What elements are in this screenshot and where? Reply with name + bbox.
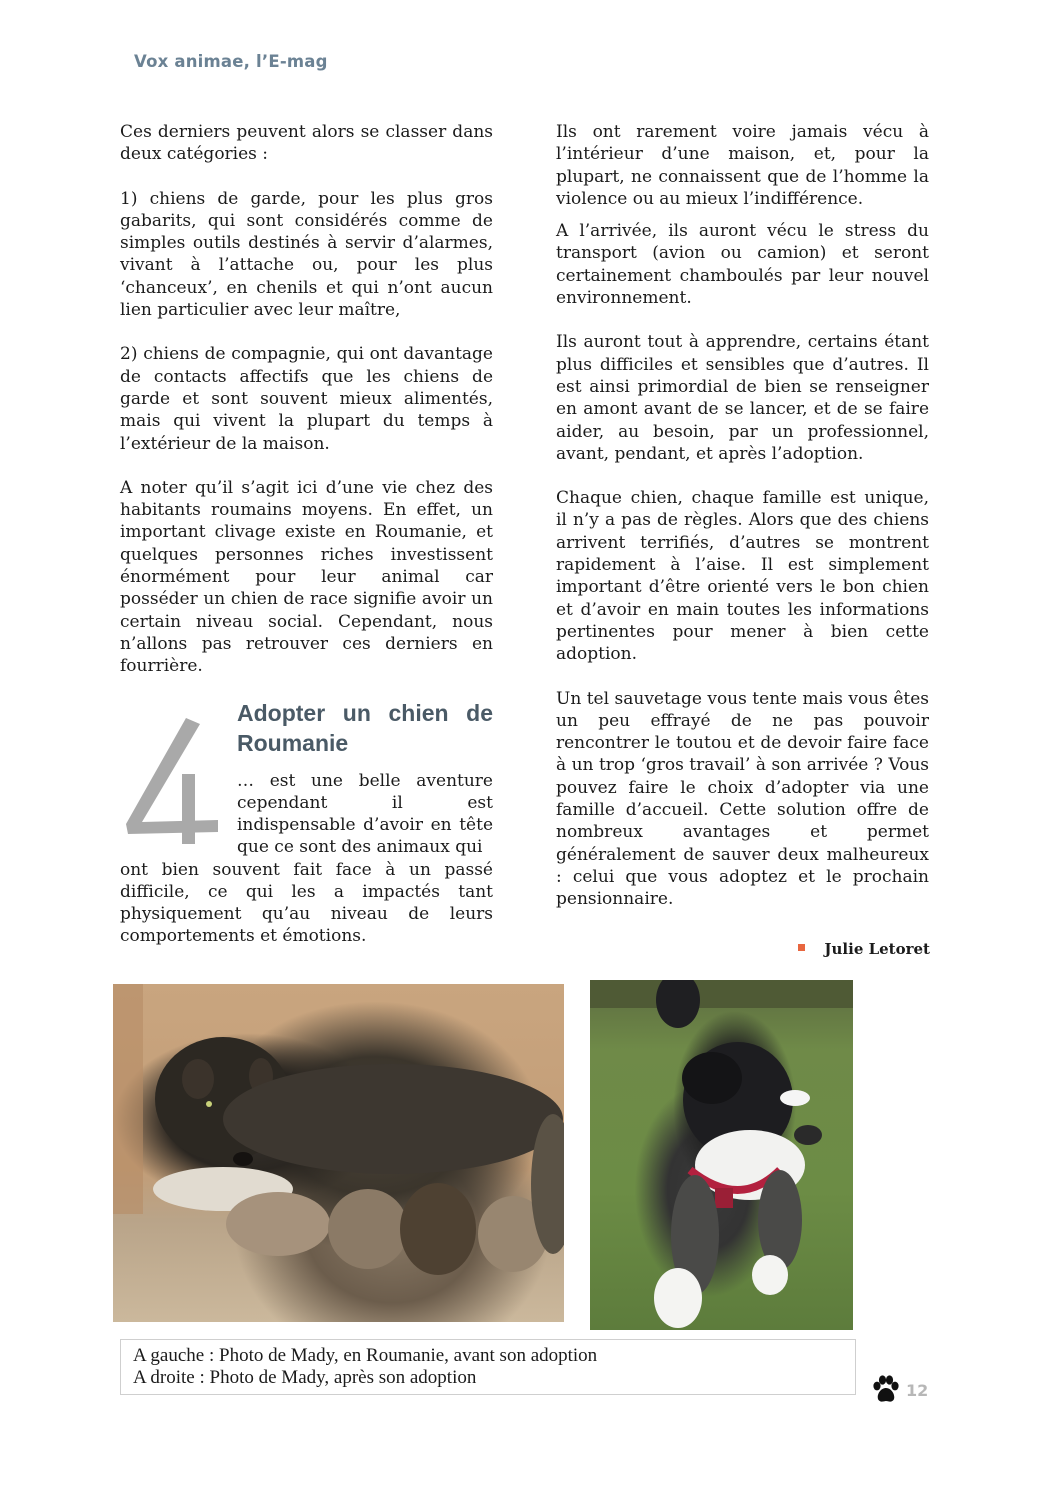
caption-right-photo: A droite : Photo de Mady, après son adoption — [133, 1367, 477, 1388]
dog-on-grass-image — [590, 980, 853, 1330]
paragraph-guard-dogs: 1) chiens de garde, pour les plus gros gabarits, qui sont considérés comme de simples outils destinés à servir d’alarmes, vivant à l’attache ou, pour les plus ‘chanceux’, en chenils et qui n’ont aucun lien particulier avec leur maître, — [120, 188, 493, 321]
caption-left-photo: A gauche : Photo de Mady, en Roumanie, avant son adoption — [133, 1345, 598, 1366]
magazine-title: Vox animae, l’E-mag — [134, 52, 328, 71]
left-column — [120, 121, 493, 956]
section-adopt — [120, 698, 493, 956]
photo-before-adoption — [113, 984, 564, 1322]
paragraph: Ces derniers peuvent alors se classer dans deux catégories : — [120, 122, 493, 165]
section-number-four — [120, 716, 236, 846]
section-body: ont bien souvent fait face à un passé difficile, ce qui les a impactés tant physiquement qu’au niveau de leurs comportements et émotions. — [120, 859, 493, 947]
paragraph-companion-dogs: 2) chiens de compagnie, qui ont davantage de contacts affectifs que les chiens de garde et sont souvent mieux alimentés, mais qui vivent la plupart du temps à l’extérieur de la maison. — [120, 344, 493, 454]
square-bullet-icon — [798, 944, 805, 951]
section-intro: … est une belle aventure cependant il est indispensable d’avoir en tête que ce sont des animaux qui — [237, 770, 493, 858]
paragraph: A noter qu’il s’agit ici d’une vie chez des habitants roumains moyens. En effet, un important clivage existe en Roumanie, et quelques personnes riches investissent énormément pour leur animal car posséder un chien de race signifie avoir un certain niveau social. Cependant, nous n’allons pas retrouver ces derniers en fourrière. — [120, 477, 493, 677]
paragraph-foster-family: Un tel sauvetage vous tente mais vous êtes un peu effrayé de ne pas pouvoir rencontrer le toutou et de devoir faire face à un trop ‘gros travail’ à son arrivée ? Vous pouvez faire le choix d’adopter via une famille d’accueil. Cette solution offre de nombreux avantages et permet généralement de sauver deux malheureux : celui que vous adoptez et le prochain pensionnaire. — [556, 688, 929, 910]
page-footer — [870, 1374, 928, 1406]
paragraph: Ils ont rarement voire jamais vécu à l’intérieur d’une maison, et, pour la plupart, ne connaissent que de l’homme la violence ou au mieux l’indifférence. — [556, 122, 929, 209]
photo-after-adoption — [590, 980, 853, 1330]
dog-with-puppies-image — [113, 984, 564, 1322]
paragraph-arrival: A l’arrivée, ils auront vécu le stress du transport (avion ou camion) et seront certainement chamboulés par leur nouvel environnement. — [556, 221, 929, 309]
paw-icon — [870, 1374, 902, 1406]
section-heading: Adopter un chien de Roumanie — [237, 699, 493, 756]
page-number: 12 — [906, 1380, 929, 1400]
paragraph-learning: Ils auront tout à apprendre, certains étant plus difficiles et sensibles que d’autres. Il est ainsi primordial de bien se renseigner en amont avant de se lancer, et de se faire aider, au besoin, par un professionnel, avant, pendant, et après l’adoption. — [556, 332, 929, 464]
paragraph-unique: Chaque chien, chaque famille est unique, il n’y a pas de règles. Alors que des chiens arrivent terrifiés, d’autres se montrent rapidement à l’aise. Il est simplement important d’être orienté vers le bon chien et d’avoir en main toutes les informations pertinentes pour mener à bien cette adoption. — [556, 488, 929, 665]
right-column — [556, 121, 929, 911]
author-signature — [798, 940, 930, 958]
author-name: Julie Letoret — [824, 940, 930, 958]
photo-caption — [120, 1339, 856, 1395]
